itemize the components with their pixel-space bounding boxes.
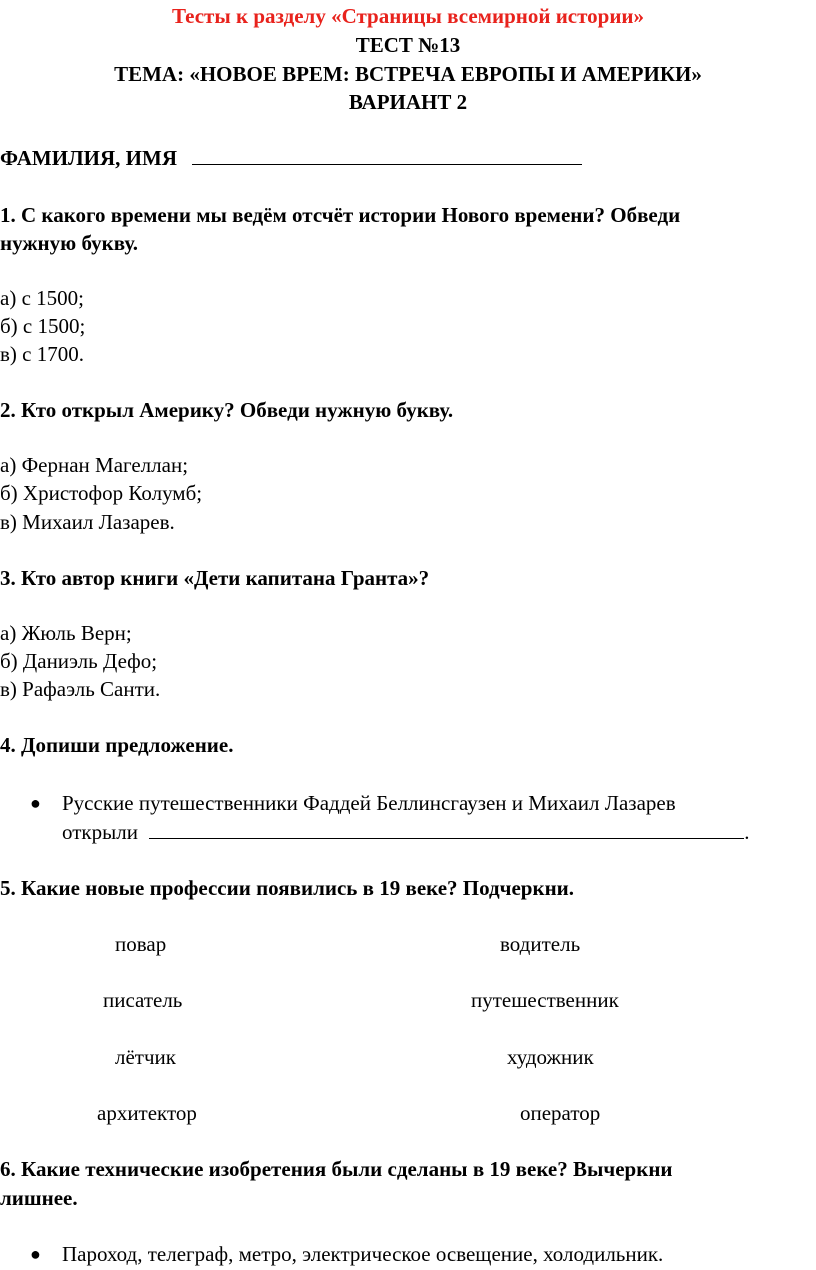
topic-title: ТЕМА: «НОВОЕ ВРЕМ: ВСТРЕЧА ЕВРОПЫ И АМЕРИКИ» bbox=[114, 62, 702, 86]
question-2-text: 2. Кто открыл Америку? Обведи нужную букву. bbox=[0, 398, 454, 422]
question-4-sentence: Русские путешественники Фаддей Беллинсгаузен и Михаил Лазарев bbox=[62, 791, 676, 815]
question-3-option-b[interactable]: б) Даниэль Дефо; bbox=[0, 649, 158, 673]
question-1-option-c[interactable]: в) с 1700. bbox=[0, 342, 84, 366]
name-label: ФАМИЛИЯ, ИМЯ bbox=[0, 146, 178, 170]
name-blank-line[interactable] bbox=[192, 163, 582, 165]
question-3-option-a[interactable]: а) Жюль Верн; bbox=[0, 621, 132, 645]
question-6-text: 6. Какие технические изобретения были сделаны в 19 веке? Вычеркни bbox=[0, 1157, 673, 1181]
question-4-answer-line[interactable] bbox=[149, 837, 744, 839]
section-title: Тесты к разделу «Страницы всемирной истории» bbox=[171, 4, 645, 28]
question-3-option-c[interactable]: в) Рафаэль Санти. bbox=[0, 677, 161, 701]
question-6-inventions[interactable]: Пароход, телеграф, метро, электрическое освещение, холодильник. bbox=[62, 1242, 664, 1266]
question-1-option-a[interactable]: а) с 1500; bbox=[0, 286, 84, 310]
question-6-text-cont: лишнее. bbox=[0, 1186, 78, 1210]
question-2-option-a[interactable]: а) Фернан Магеллан; bbox=[0, 453, 189, 477]
bullet-icon: ● bbox=[30, 793, 41, 813]
profession-option[interactable]: художник bbox=[507, 1045, 594, 1069]
question-4-text: 4. Допиши предложение. bbox=[0, 733, 234, 757]
test-number: ТЕСТ №13 bbox=[355, 33, 461, 57]
profession-option[interactable]: повар bbox=[115, 932, 167, 956]
profession-option[interactable]: путешественник bbox=[471, 988, 619, 1012]
profession-option[interactable]: оператор bbox=[520, 1101, 601, 1125]
question-3-text: 3. Кто автор книги «Дети капитана Гранта»? bbox=[0, 566, 430, 590]
name-field bbox=[0, 146, 582, 171]
profession-option[interactable]: водитель bbox=[500, 932, 581, 956]
question-5-text: 5. Какие новые профессии появились в 19 веке? Подчеркни. bbox=[0, 876, 575, 900]
question-4-sentence-cont bbox=[62, 820, 749, 845]
question-1-text: 1. С какого времени мы ведём отсчёт истории Нового времени? Обведи bbox=[0, 203, 681, 227]
profession-option[interactable]: лётчик bbox=[115, 1045, 176, 1069]
profession-option[interactable]: архитектор bbox=[97, 1101, 197, 1125]
question-4-sentence-start: открыли bbox=[62, 820, 138, 844]
question-4-period: . bbox=[744, 820, 750, 844]
question-2-option-b[interactable]: б) Христофор Колумб; bbox=[0, 481, 203, 505]
question-1-option-b[interactable]: б) с 1500; bbox=[0, 314, 86, 338]
question-1-text-cont: нужную букву. bbox=[0, 231, 139, 255]
profession-option[interactable]: писатель bbox=[103, 988, 183, 1012]
question-2-option-c[interactable]: в) Михаил Лазарев. bbox=[0, 510, 175, 534]
bullet-icon: ● bbox=[30, 1244, 41, 1264]
variant-title: ВАРИАНТ 2 bbox=[348, 90, 468, 114]
